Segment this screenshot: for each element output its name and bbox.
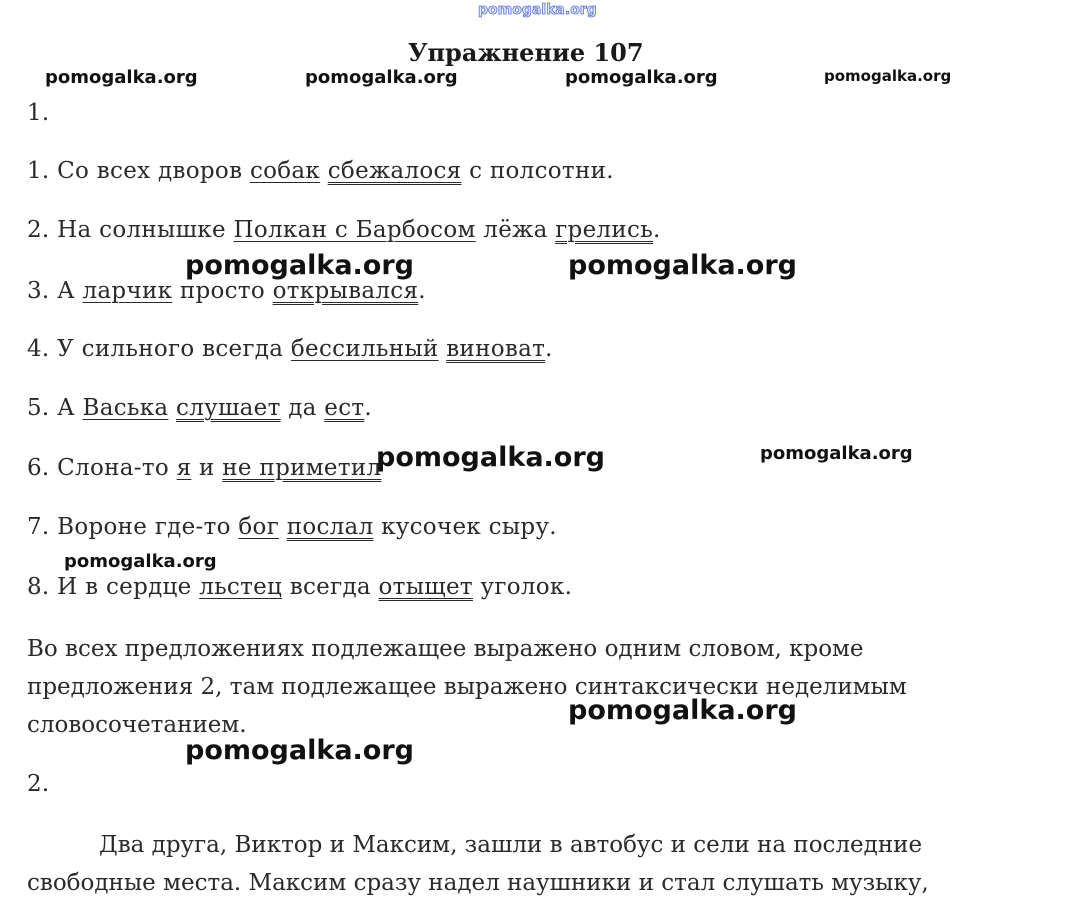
text: уголок. (472, 574, 573, 600)
subject: Полкан с Барбосом (233, 217, 476, 243)
sentence-8 (27, 574, 572, 600)
conclusion-line: Во всех предложениях подлежащее выражено одним словом, кроме (27, 636, 864, 662)
conclusion-paragraph (27, 630, 907, 744)
text: всегда (282, 574, 379, 600)
section-1-label: 1. (27, 100, 50, 126)
text: с полсотни. (461, 158, 614, 184)
sentence-1 (27, 158, 614, 184)
text: 3. А (27, 278, 83, 304)
watermark: pomogalka.org (185, 250, 414, 281)
text: . (653, 217, 661, 243)
predicate: ест (324, 395, 365, 421)
predicate: отыщет (378, 574, 473, 600)
predicate: открывался (272, 278, 419, 304)
sentence-4 (27, 336, 553, 362)
watermark: pomogalka.org (568, 695, 797, 726)
text (279, 514, 287, 540)
watermark: pomogalka.org (185, 735, 414, 766)
text: лёжа (475, 217, 556, 243)
text (168, 395, 176, 421)
conclusion-line: предложения 2, там подлежащее выражено синтаксически неделимым (27, 674, 907, 700)
watermark: pomogalka.org (568, 250, 797, 281)
sentence-2 (27, 217, 661, 243)
text: кусочек сыру. (373, 514, 557, 540)
predicate: грелись (555, 217, 654, 243)
text: . (418, 278, 426, 304)
text: 2. На солнышке (27, 217, 234, 243)
watermark: pomogalka.org (760, 443, 913, 464)
section-2-paragraph (27, 826, 929, 902)
watermark: pomogalka.org (376, 442, 605, 473)
text: 5. А (27, 395, 83, 421)
text: 1. Со всех дворов (27, 158, 250, 184)
watermark: pomogalka.org (305, 67, 458, 88)
text: и (191, 455, 223, 481)
subject: Васька (82, 395, 169, 421)
sentence-5 (27, 395, 372, 421)
subject: собак (249, 158, 321, 184)
text: да (280, 395, 325, 421)
paragraph-line: свободные места. Максим сразу надел наушники и стал слушать музыку, (27, 870, 929, 896)
watermark: pomogalka.org (45, 67, 198, 88)
watermark: pomogalka.org (64, 551, 217, 572)
text: 7. Вороне где-то (27, 514, 239, 540)
text: просто (172, 278, 273, 304)
text: . (364, 395, 373, 421)
subject: бог (238, 514, 280, 540)
top-watermark: pomogalka.org (478, 2, 597, 18)
sentence-7 (27, 514, 557, 540)
predicate: сбежалося (327, 158, 462, 184)
watermark: pomogalka.org (565, 67, 718, 88)
subject: бессильный (290, 336, 439, 362)
subject: льстец (199, 574, 283, 600)
predicate: слушает (176, 395, 281, 421)
sentence-6 (27, 455, 381, 481)
conclusion-line: словосочетанием. (27, 712, 247, 738)
text: 8. И в сердце (27, 574, 200, 600)
sentence-3 (27, 278, 426, 304)
predicate: послал (286, 514, 374, 540)
text: 4. У сильного всегда (27, 336, 291, 362)
text: 6. Слона-то (27, 455, 177, 481)
section-2-label: 2. (27, 771, 50, 797)
predicate: не приметил (222, 455, 382, 481)
subject: я (176, 455, 192, 481)
predicate: виноват (446, 336, 546, 362)
subject: ларчик (82, 278, 173, 304)
watermark: pomogalka.org (824, 67, 952, 85)
text (320, 158, 328, 184)
page-title: Упражнение 107 (408, 38, 644, 67)
paragraph-line: Два друга, Виктор и Максим, зашли в автобус и сели на последние (99, 832, 923, 858)
text: . (545, 336, 553, 362)
